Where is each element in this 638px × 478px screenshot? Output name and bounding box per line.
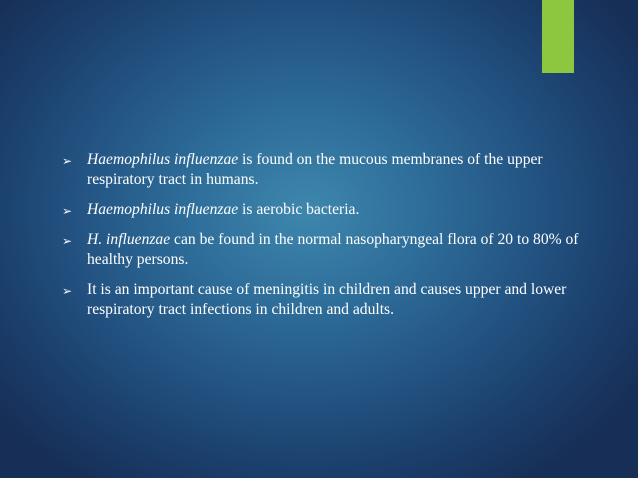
arrow-bullet-icon: ➢ (62, 154, 73, 168)
bullet-item (62, 200, 602, 220)
bullet-item (62, 230, 602, 270)
bullet-item (62, 150, 602, 190)
arrow-bullet-icon: ➢ (62, 284, 73, 298)
bullet-text: It is an important cause of meningitis in children and causes upper and lower respiratory tract infections in children and adults. (87, 281, 567, 318)
bullet-text: Haemophilus influenzae is aerobic bacteria. (87, 201, 360, 218)
bullet-list (62, 150, 602, 330)
arrow-bullet-icon: ➢ (62, 204, 73, 218)
bullet-text: H. influenzae can be found in the normal nasopharyngeal flora of 20 to 80% of healthy persons. (87, 231, 579, 268)
accent-bar (542, 0, 574, 73)
arrow-bullet-icon: ➢ (62, 234, 73, 248)
bullet-text: Haemophilus influenzae is found on the mucous membranes of the upper respiratory tract in humans. (87, 151, 543, 188)
bullet-item (62, 280, 602, 320)
